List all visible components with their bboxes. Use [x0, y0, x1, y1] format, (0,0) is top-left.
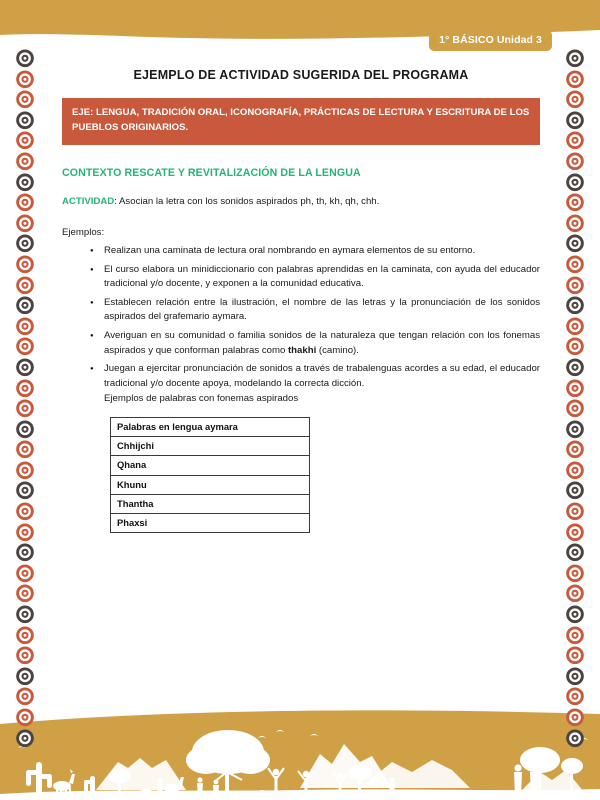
unit-badge: 1° BÁSICO Unidad 3 [429, 30, 552, 51]
list-item-text: Realizan una caminata de lectura oral nombrando en aymara elementos de su entorno. [104, 245, 476, 257]
rosette-icon [562, 583, 588, 604]
list-item-bold-term: thakhi [287, 344, 317, 356]
rosette-icon [12, 316, 38, 337]
rosette-icon [562, 604, 588, 625]
rosette-icon [12, 460, 38, 481]
rosette-icon [562, 69, 588, 90]
rosette-icon [12, 378, 38, 399]
rosette-icon [562, 645, 588, 666]
table-cell: Chhijchi [111, 437, 310, 456]
rosette-icon [562, 172, 588, 193]
rosette-icon [562, 419, 588, 440]
list-item-text: Establecen relación entre la ilustración, el nombre de las letras y la pronunciación de los sonidos aspirados del grafemario aymara. [104, 296, 540, 323]
right-decor-border [560, 48, 590, 748]
rosette-icon [12, 69, 38, 90]
bush-shape [257, 790, 267, 796]
rosette-icon [12, 275, 38, 296]
person-silhouette [197, 777, 203, 796]
rosette-icon [12, 336, 38, 357]
list-item-text: El curso elabora un minidiccionario con palabras aprendidas en la caminata, con ayuda del educador tradicional y/o docente, y exponen a la comunidad educativa. [104, 263, 540, 290]
table-row [111, 456, 310, 475]
rosette-icon [12, 522, 38, 543]
rosette-icon [562, 625, 588, 646]
rosette-icon [562, 357, 588, 378]
list-item [90, 296, 540, 325]
rosette-icon [562, 110, 588, 131]
rosette-icon [12, 666, 38, 687]
person-silhouette [389, 777, 395, 796]
rosette-icon [562, 439, 588, 460]
rosette-icon [12, 480, 38, 501]
bush-shape [103, 791, 113, 796]
table-cell: Phaxsi [111, 513, 310, 532]
person-silhouette [157, 777, 163, 796]
rosette-icon [562, 213, 588, 234]
person-silhouette [514, 764, 522, 796]
rosette-icon [562, 542, 588, 563]
rosette-icon [562, 233, 588, 254]
rosette-icon [12, 583, 38, 604]
person-silhouette [530, 764, 538, 796]
rosette-icon [12, 707, 38, 728]
rosette-icon [12, 419, 38, 440]
rosette-icon [562, 666, 588, 687]
table-cell: Qhana [111, 456, 310, 475]
rosette-icon [12, 645, 38, 666]
rosette-icon [562, 501, 588, 522]
rosette-icon [12, 48, 38, 69]
rosette-icon [12, 130, 38, 151]
rosette-icon [12, 439, 38, 460]
rosette-icon [12, 254, 38, 275]
rosette-icon [12, 728, 38, 748]
eje-banner: EJE: LENGUA, TRADICIÓN ORAL, ICONOGRAFÍA, PRÁCTICAS DE LECTURA Y ESCRITURA DE LOS PUEBLOS ORIGINARIOS. [62, 98, 540, 145]
rosette-icon [562, 686, 588, 707]
rosette-icon [562, 254, 588, 275]
rosette-icon [12, 192, 38, 213]
rosette-icon [562, 192, 588, 213]
table-cell: Khunu [111, 475, 310, 494]
bush-shape [465, 791, 475, 796]
list-item-subline: Ejemplos de palabras con fonemas aspirados [104, 393, 299, 405]
rosette-icon [12, 501, 38, 522]
rosette-icon [562, 336, 588, 357]
rosette-icon [562, 728, 588, 748]
rosette-icon [12, 398, 38, 419]
table-cell: Thantha [111, 494, 310, 513]
rosette-icon [562, 707, 588, 728]
rosette-icon [562, 460, 588, 481]
rosette-icon [562, 275, 588, 296]
table-row [111, 437, 310, 456]
rosette-icon [12, 542, 38, 563]
context-heading: CONTEXTO RESCATE Y REVITALIZACIÓN DE LA LENGUA [62, 166, 361, 179]
activity-text: : Asocian la letra con los sonidos aspirados ph, th, kh, qh, chh. [114, 195, 380, 207]
rosette-icon [562, 316, 588, 337]
rosette-icon [562, 130, 588, 151]
rosette-icon [562, 378, 588, 399]
left-decor-border [10, 48, 40, 748]
rosette-icon [562, 89, 588, 110]
rosette-icon [12, 151, 38, 172]
table-row [111, 513, 310, 532]
examples-label: Ejemplos: [62, 227, 105, 239]
rosette-icon [562, 398, 588, 419]
rosette-icon [12, 233, 38, 254]
rosette-icon [562, 480, 588, 501]
rosette-icon [12, 89, 38, 110]
rosette-icon [562, 48, 588, 69]
table-row [111, 417, 310, 436]
list-item [90, 244, 540, 259]
bush-shape [408, 790, 420, 796]
rosette-icon [12, 357, 38, 378]
rosette-icon [12, 295, 38, 316]
list-item [90, 362, 540, 407]
rosette-icon [12, 563, 38, 584]
activity-label: ACTIVIDAD [62, 195, 115, 207]
activity-line [62, 195, 540, 209]
rosette-icon [12, 213, 38, 234]
list-item-text-before: Averiguan en su comunidad o familia sonidos de la naturaleza que tengan relación con los fonemas aspirados y que conforman palabras como [104, 330, 540, 356]
list-item-text-after: (camino). [316, 344, 359, 356]
bush-shape [140, 789, 152, 796]
table-row [111, 475, 310, 494]
person-silhouette [213, 780, 219, 796]
rosette-icon [562, 563, 588, 584]
rosette-icon [562, 151, 588, 172]
table-header-cell: Palabras en lengua aymara [111, 417, 310, 436]
table-row [111, 494, 310, 513]
list-item [90, 329, 540, 358]
examples-list [62, 244, 540, 407]
document-content [62, 60, 540, 533]
rosette-icon [12, 625, 38, 646]
rosette-icon [12, 172, 38, 193]
list-item-text: Juegan a ejercitar pronunciación de sonidos a través de trabalenguas acordes a su edad, el educador tradicional y/o docente apoya, modelando la correcta dicción. [104, 363, 540, 389]
rosette-icon [562, 522, 588, 543]
aymara-words-table [110, 417, 310, 533]
rosette-icon [12, 686, 38, 707]
list-item [90, 263, 540, 292]
rosette-icon [12, 110, 38, 131]
rosette-icon [562, 295, 588, 316]
rosette-icon [12, 604, 38, 625]
page-title: EJEMPLO DE ACTIVIDAD SUGERIDA DEL PROGRAMA [133, 68, 469, 82]
footer-illustration [0, 710, 600, 800]
